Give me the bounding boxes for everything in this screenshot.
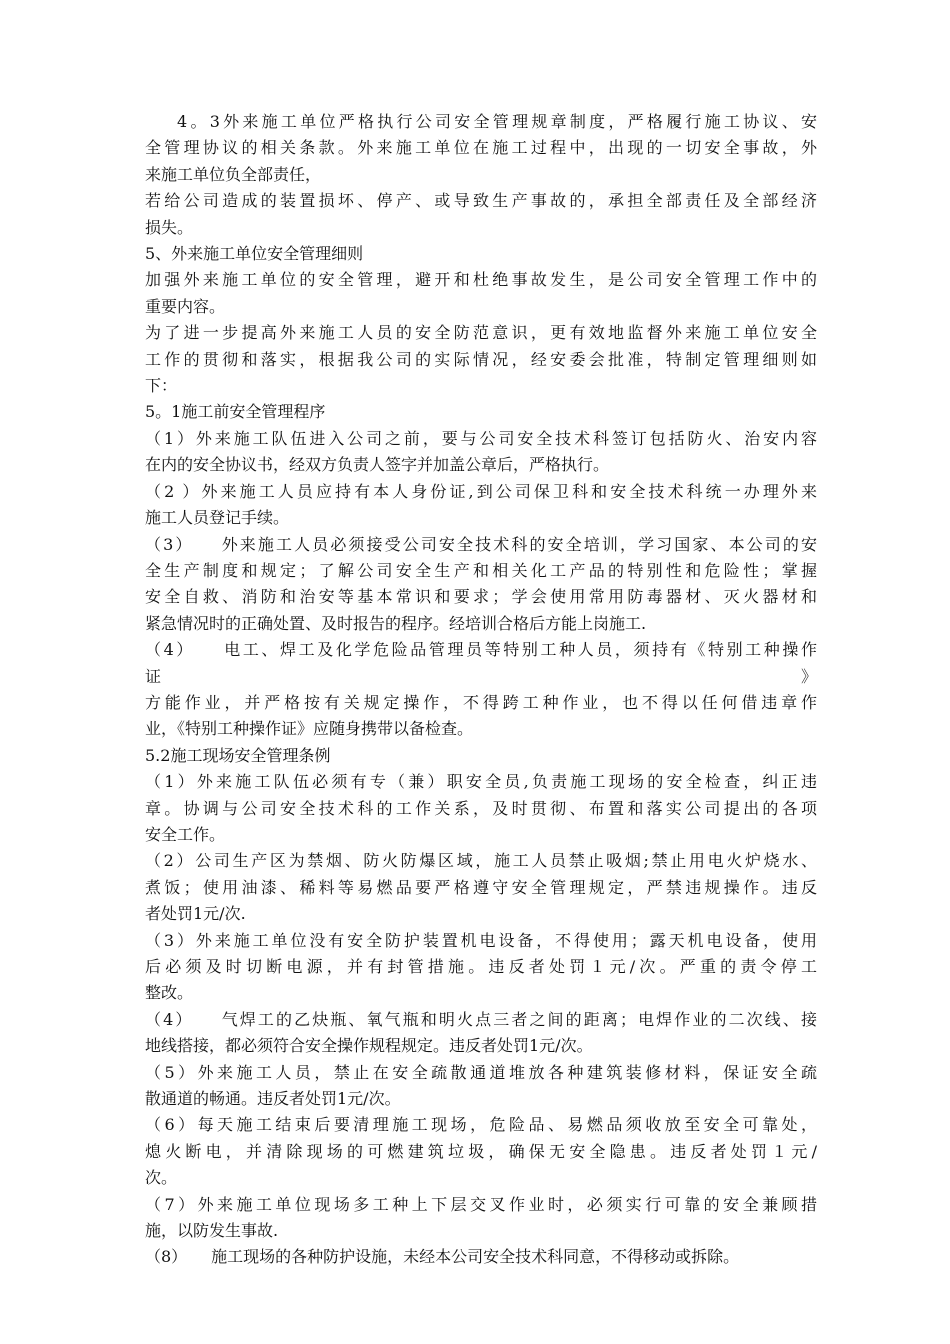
text-line: （1）外来施工队伍必须有专（兼）职安全员,负责施工现场的安全检查，纠正违 <box>145 772 817 792</box>
text-line: （3） 外来施工人员必须接受公司安全技术科的安全培训，学习国家、本公司的安 <box>145 534 817 554</box>
text-line: （4） 气焊工的乙炔瓶、氧气瓶和明火点三者之间的距离；电焊作业的二次线、接 <box>145 1009 817 1029</box>
text-fragment: 证 <box>145 666 162 686</box>
text-line: 加强外来施工单位的安全管理，避开和杜绝事故发生，是公司安全管理工作中的 <box>145 270 817 290</box>
text-line: 在内的安全协议书，经双方负责人签字并加盖公章后，严格执行。 <box>145 455 610 475</box>
text-line: 业，《特别工种操作证》应随身携带以备检查。 <box>145 719 474 739</box>
text-line: 工作的贯彻和落实，根据我公司的实际情况，经安委会批准，特制定管理细则如 <box>145 349 817 369</box>
paragraph <box>145 1244 817 1270</box>
text-line: 次。 <box>145 1168 178 1188</box>
document-body <box>145 109 817 1271</box>
paragraph <box>145 241 817 267</box>
text-line: 熄火断电，并清除现场的可燃建筑垃圾，确保无安全隐患。违反者处罚１元/ <box>145 1141 817 1161</box>
text-line: 施工人员登记手续。 <box>145 508 290 528</box>
text-fragment: 》 <box>800 666 817 686</box>
text-line: 全管理协议的相关条款。外来施工单位在施工过程中，出现的一切安全事故，外 <box>145 138 817 158</box>
text-line: 全生产制度和规定；了解公司安全生产和相关化工产品的特别性和危险性；掌握 <box>145 560 817 580</box>
text-line: 5。1施工前安全管理程序 <box>145 402 326 422</box>
paragraph <box>145 267 817 320</box>
text-line: 安全自救、消防和治安等基本常识和要求；学会使用常用防毒器材、灭火器材和 <box>145 587 817 607</box>
text-line: 若给公司造成的装置损坏、停产、或导致生产事故的，承担全部责任及全部经济 <box>145 191 817 211</box>
text-line: 者处罚1元/次. <box>145 904 246 924</box>
text-line: （6）每天施工结束后要清理施工现场，危险品、易燃品须收放至安全可靠处， <box>145 1115 817 1135</box>
paragraph <box>145 769 817 848</box>
text-line: 方能作业，并严格按有关规定操作，不得跨工种作业，也不得以任何借违章作 <box>145 692 817 712</box>
paragraph <box>145 1192 817 1245</box>
text-line: 重要内容。 <box>145 296 226 316</box>
paragraph <box>145 479 817 532</box>
text-line: （2 ）外来施工人员应持有本人身份证,到公司保卫科和安全技术科统一办理外来 <box>145 481 817 501</box>
paragraph <box>145 928 817 1007</box>
paragraph <box>145 532 817 638</box>
paragraph <box>145 1007 817 1060</box>
text-line: （5）外来施工人员，禁止在安全疏散通道堆放各种建筑装修材料，保证安全疏 <box>145 1062 817 1082</box>
text-line: 为了进一步提高外来施工人员的安全防范意识，更有效地监督外来施工单位安全 <box>145 323 817 343</box>
text-line: 来施工单位负全部责任， <box>145 164 322 184</box>
paragraph <box>145 320 817 399</box>
paragraph <box>145 109 817 188</box>
paragraph <box>145 637 817 743</box>
text-line: 损失。 <box>145 217 194 237</box>
paragraph <box>145 188 817 241</box>
text-line: （7）外来施工单位现场多工种上下层交叉作业时，必须实行可靠的安全兼顾措 <box>145 1194 817 1214</box>
paragraph <box>145 399 817 425</box>
text-line: （1）外来施工队伍进入公司之前，要与公司安全技术科签订包括防火、治安内容 <box>145 428 817 448</box>
text-line: （3）外来施工单位没有安全防护装置机电设备，不得使用；露天机电设备，使用 <box>145 930 817 950</box>
text-line: 后必须及时切断电源，并有封管措施。违反者处罚１元/次。严重的责令停工 <box>145 957 817 976</box>
text-line: 章。协调与公司安全技术科的工作关系，及时贯彻、布置和落实公司提出的各项 <box>145 798 817 818</box>
paragraph <box>145 1112 817 1191</box>
text-line: 安全工作。 <box>145 824 226 844</box>
paragraph <box>145 426 817 479</box>
text-line: （2）公司生产区为禁烟、防火防爆区域，施工人员禁止吸烟;禁止用电火炉烧水、 <box>145 851 817 871</box>
text-line: （4） 电工、焊工及化学危险品管理员等特别工种人员，须持有《特别工种操作 <box>145 640 817 660</box>
text-line: 施，以防发生事故. <box>145 1221 279 1241</box>
paragraph <box>145 743 817 769</box>
text-line: 5.2施工现场安全管理条例 <box>145 745 331 765</box>
paragraph <box>145 1060 817 1113</box>
text-line: 下： <box>145 376 178 396</box>
text-line: 整改。 <box>145 983 194 1003</box>
text-line: （8） 施工现场的各种防护设施，未经本公司安全技术科同意，不得移动或拆除。 <box>145 1247 740 1267</box>
text-line: 煮饭；使用油漆、稀料等易燃品要严格遵守安全管理规定，严禁违规操作。违反 <box>145 877 817 897</box>
text-line: 5、外来施工单位安全管理细则 <box>145 244 364 264</box>
text-line: 散通道的畅通。违反者处罚1元/次。 <box>145 1089 401 1109</box>
text-line: 4。3外来施工单位严格执行公司安全管理规章制度，严格履行施工协议、安 <box>177 112 817 131</box>
split-text-line <box>145 664 817 690</box>
paragraph <box>145 848 817 927</box>
text-line: 地线搭接，都必须符合安全操作规程规定。违反者处罚1元/次。 <box>145 1036 593 1056</box>
text-line: 紧急情况时的正确处置、及时报告的程序。经培训合格后方能上岗施工. <box>145 613 647 633</box>
